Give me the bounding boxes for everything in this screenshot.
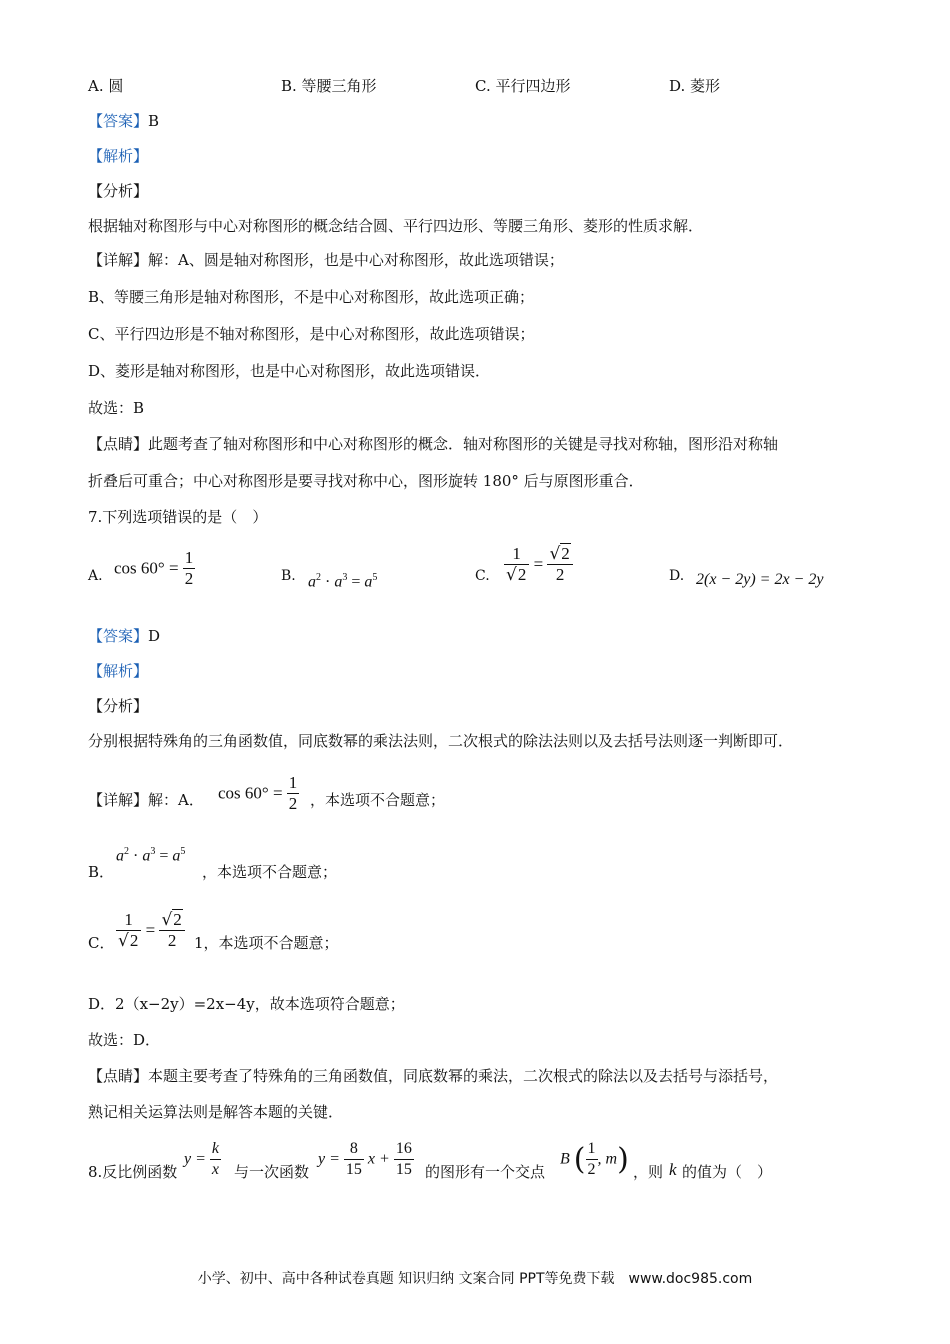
q6-dianjing-line-1	[88, 434, 778, 454]
fraction	[547, 544, 572, 585]
answer-value: D	[148, 627, 161, 645]
denominator: 15	[345, 1161, 362, 1178]
equals: =	[155, 847, 173, 865]
denominator: x	[211, 1161, 220, 1178]
point-m: , m	[597, 1150, 618, 1168]
q7-dianjing-line-2: 熟记相关运算法则是解答本题的关键．	[88, 1103, 344, 1121]
q6-detail-line-3: C、平行四边形是不轴对称图形，是中心对称图形，故此选项错误；	[88, 325, 535, 343]
answer-value: B	[148, 112, 160, 130]
q7-stem: 7.下列选项错误的是（ ）	[88, 508, 268, 526]
point-label: B	[560, 1150, 570, 1168]
numerator: 1	[504, 544, 529, 565]
dianjing-text: 本题主要考查了特殊角的三角函数值，同底数幂的乘法，二次根式的除法以及去括号与添括号，	[148, 1067, 779, 1085]
option-b: B. 等腰三角形	[281, 77, 377, 95]
q7-fenxi-text: 分别根据特殊角的三角函数值，同底数幂的乘法法则，二次根式的除法法则以及去括号法则逐一判断即可．	[88, 732, 794, 750]
radicand: 2	[129, 931, 139, 950]
base: a	[364, 573, 373, 591]
q7-option-b-math	[308, 572, 377, 591]
fraction	[183, 548, 196, 589]
option-d: D. 菱形	[669, 77, 721, 95]
cos-lhs: cos 60° =	[218, 783, 283, 803]
radicand: 2	[173, 910, 182, 929]
q7-detail-b-suffix: ，本选项不合题意；	[202, 863, 338, 881]
q7-detail-a-math	[218, 773, 299, 814]
q8-prefix: 8.反比例函数	[88, 1163, 178, 1181]
q8-f2-math	[318, 1139, 414, 1180]
q7-fenxi-tag: 【分析】	[88, 697, 149, 715]
q8-end: 的值为（ ）	[682, 1163, 773, 1181]
numerator	[159, 910, 184, 931]
q6-fenxi-tag: 【分析】	[88, 182, 149, 200]
exponent: 2	[316, 572, 321, 583]
q6-detail-line-1	[88, 250, 564, 270]
numerator: k	[210, 1139, 221, 1160]
base: a	[172, 847, 181, 865]
q7-detail-c-suffix: 1，本选项不合题意；	[194, 934, 339, 952]
denominator: 2	[288, 794, 298, 813]
q7-detail-a	[88, 790, 204, 810]
q7-label-a: A.	[88, 568, 103, 584]
numerator: 1	[586, 1139, 598, 1160]
fraction	[116, 910, 141, 951]
denominator: 2	[167, 931, 177, 950]
exponent: 3	[150, 846, 156, 857]
option-a: A. 圆	[88, 77, 124, 95]
exponent: 5	[180, 846, 186, 857]
q7-dianjing-line-1	[88, 1066, 778, 1086]
radical: √2	[161, 910, 182, 930]
option-c: C. 平行四边形	[475, 77, 571, 95]
fraction	[159, 910, 184, 951]
q6-analysis-tag: 【解析】	[88, 147, 149, 165]
fraction	[586, 1139, 598, 1180]
numerator: 16	[394, 1139, 414, 1160]
f1-lhs: y =	[184, 1150, 206, 1168]
answer-tag: 【答案】	[88, 112, 149, 130]
exponent: 5	[372, 572, 378, 583]
equals: =	[145, 920, 160, 940]
q7-analysis-tag: 【解析】	[88, 662, 149, 680]
numerator	[547, 544, 572, 565]
base: a	[308, 573, 316, 591]
numerator: 1	[184, 548, 194, 567]
equals: =	[533, 554, 548, 574]
detail-a-prefix: 解：A．	[148, 791, 204, 809]
dianjing-text: 此题考查了轴对称图形和中心对称图形的概念．轴对称图形的关键是寻找对称轴，图形沿对称轴	[148, 435, 779, 453]
radicand: 2	[561, 544, 570, 563]
numerator: 1	[288, 773, 298, 792]
dot: ·	[321, 573, 335, 591]
fraction	[394, 1139, 414, 1180]
q7-detail-c-prefix: C．	[88, 934, 115, 952]
q7-label-d: D.	[669, 568, 685, 584]
exponent: 2	[124, 846, 129, 857]
q8-mid: 与一次函数	[234, 1163, 310, 1181]
q7-label-b: B.	[281, 568, 296, 584]
base: a	[334, 573, 343, 591]
denominator: 2	[587, 1161, 596, 1178]
base: a	[142, 847, 151, 865]
q6-detail-line-4: D、菱形是轴对称图形，也是中心对称图形，故此选项错误．	[88, 362, 491, 380]
denominator: 2	[184, 569, 194, 588]
answer-tag: 【答案】	[88, 627, 149, 645]
fraction	[504, 544, 529, 585]
q7-option-d-math: 2(x − 2y) = 2x − 2y	[696, 571, 824, 588]
q7-detail-c-math	[116, 910, 185, 951]
q8-suffix: ，则	[633, 1163, 664, 1181]
radical: √2	[118, 931, 139, 951]
f2-lhs: y =	[318, 1150, 340, 1168]
denominator	[504, 565, 529, 585]
radical: √2	[506, 565, 527, 585]
q6-dianjing-line-2: 折叠后可重合；中心对称图形是要寻找对称中心，图形旋转 180° 后与原图形重合．	[88, 472, 644, 490]
q7-detail-b-prefix: B．	[88, 863, 115, 881]
base: a	[116, 847, 124, 865]
q8-f1-math	[184, 1139, 221, 1180]
dianjing-tag: 【点睛】	[88, 1067, 149, 1085]
radical: √2	[549, 544, 570, 564]
q8-point-math: B ( $\frac{1}{2}$ , m)	[560, 1140, 629, 1178]
exponent: 3	[342, 572, 348, 583]
q7-option-c-math	[504, 544, 573, 585]
radicand: 2	[517, 565, 527, 584]
denominator	[116, 931, 141, 951]
q8-mid2: 的图形有一个交点	[425, 1163, 546, 1181]
fraction	[344, 1139, 364, 1180]
q7-choice: 故选：D．	[88, 1031, 161, 1049]
q6-choice: 故选：B	[88, 399, 145, 417]
dianjing-tag: 【点睛】	[88, 435, 149, 453]
numerator: 8	[344, 1139, 364, 1160]
equals: =	[347, 573, 365, 591]
fraction	[287, 773, 300, 814]
q8-k: k	[669, 1160, 677, 1179]
cos-lhs: cos 60° =	[114, 558, 179, 578]
fraction	[210, 1139, 221, 1180]
denominator: 2	[555, 565, 565, 584]
numerator: 1	[116, 910, 141, 931]
f2-x: x +	[367, 1150, 390, 1168]
q7-detail-d: D．2（x−2y）=2x−4y，故本选项符合题意；	[88, 995, 405, 1013]
page-footer: 小学、初中、高中各种试卷真题 知识归纳 文案合同 PPT等免费下载 www.doc985.com	[197, 1271, 753, 1287]
q6-fenxi-text: 根据轴对称图形与中心对称图形的概念结合圆、平行四边形、等腰三角形、菱形的性质求解．	[88, 217, 704, 235]
q7-option-a-math	[114, 548, 195, 589]
detail-tag: 【详解】	[88, 251, 149, 269]
q7-detail-a-suffix: ，本选项不合题意；	[310, 791, 446, 809]
detail-text: 解：A、圆是轴对称图形，也是中心对称图形，故此选项错误；	[148, 251, 564, 269]
denominator: 15	[395, 1161, 412, 1178]
q6-answer	[88, 111, 159, 131]
q6-detail-line-2: B、等腰三角形是轴对称图形，不是中心对称图形，故此选项正确；	[88, 288, 535, 306]
q7-answer	[88, 626, 160, 646]
detail-tag: 【详解】	[88, 791, 149, 809]
dot: ·	[129, 847, 143, 865]
q7-detail-b-math	[116, 846, 185, 865]
q7-label-c: C.	[475, 568, 490, 584]
